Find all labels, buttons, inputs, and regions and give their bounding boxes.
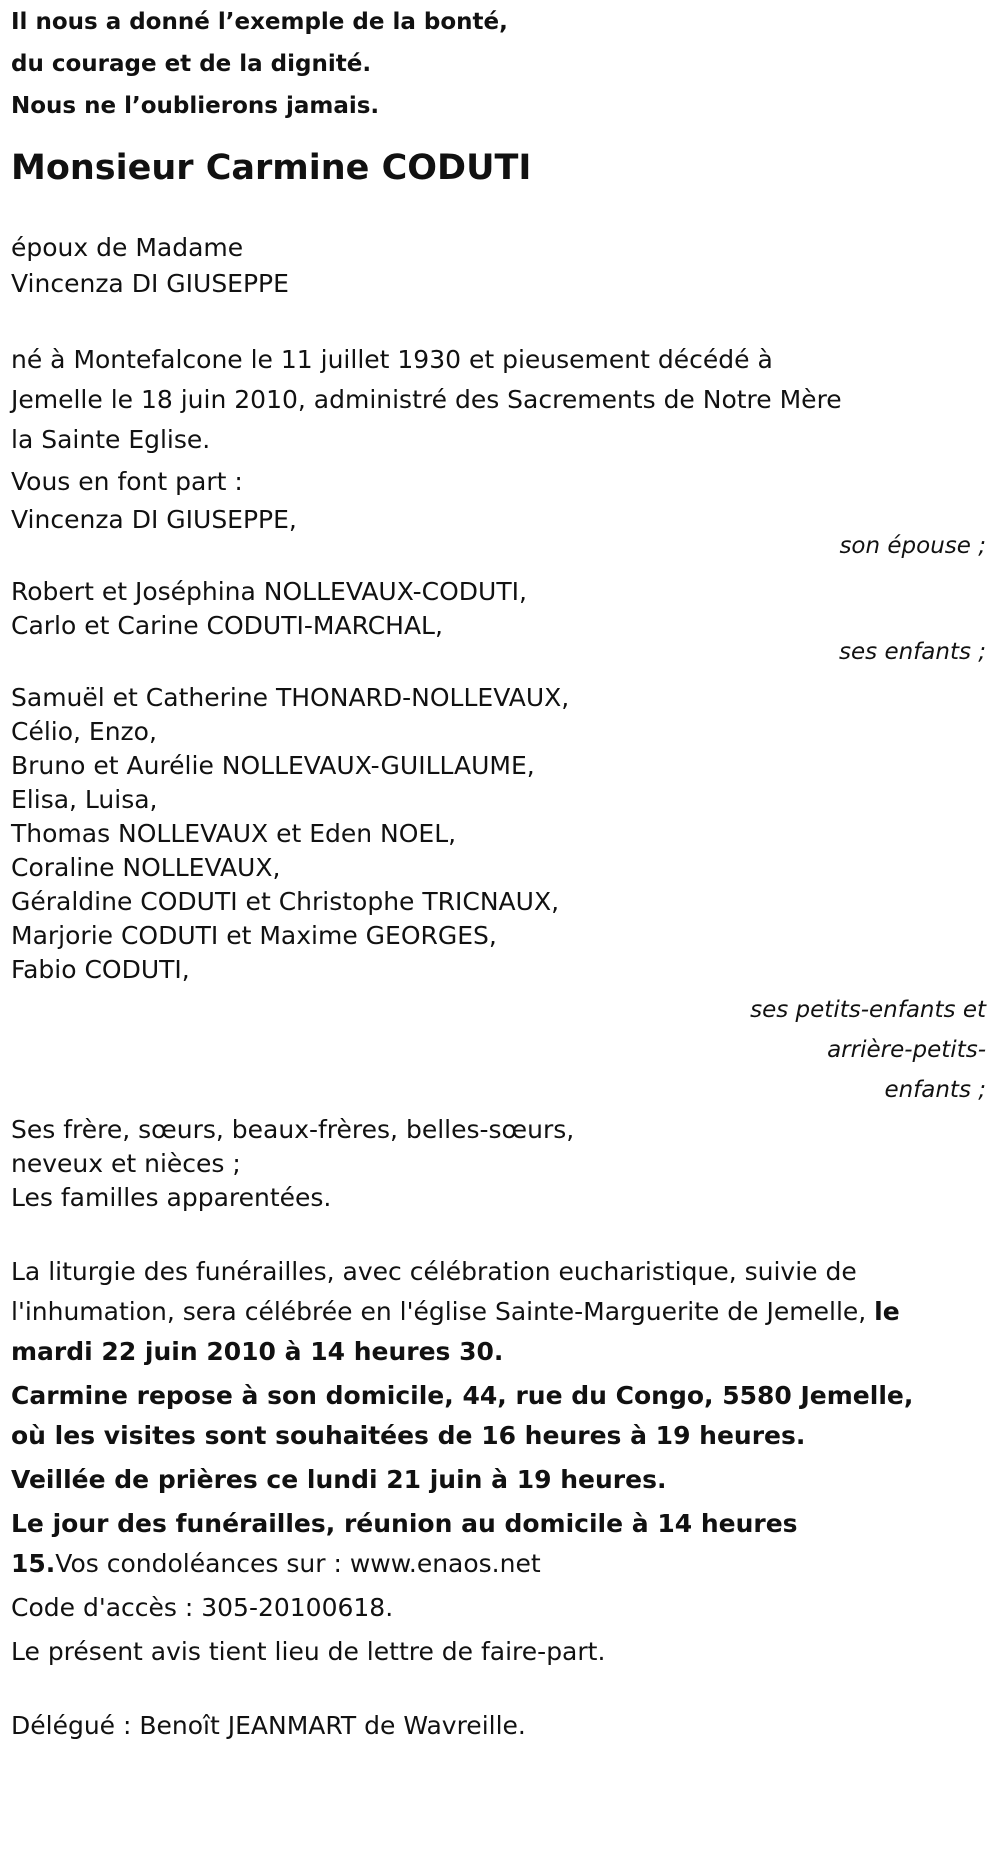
condolences-text: Vos condoléances sur : www.enaos.net: [55, 1549, 541, 1578]
family-role: ses petits-enfants et arrière-petits-enfants ;: [750, 997, 986, 1103]
family-name: neveux et nièces ;: [11, 1149, 241, 1178]
extended-family-group: [11, 1110, 1000, 1218]
family-name: Carlo et Carine CODUTI-MARCHAL,: [11, 611, 443, 640]
family-name: Vincenza DI GIUSEPPE,: [11, 505, 297, 534]
deceased-name: Monsieur Carmine CODUTI: [11, 148, 532, 188]
liturgy-date: le mardi 22 juin 2010 à 14 heures 30.: [11, 1297, 900, 1366]
family-name: Bruno et Aurélie NOLLEVAUX-GUILLAUME,: [11, 751, 535, 780]
announce-text: Vous en font part :: [11, 467, 243, 496]
rest-location: Carmine repose à son domicile, 44, rue du Congo, 5580 Jemelle, où les visites sont souhaitées de 16 heures à 19 heures.: [11, 1381, 914, 1450]
family-name: Thomas NOLLEVAUX et Eden NOEL,: [11, 819, 457, 848]
family-name: Célio, Enzo,: [11, 717, 157, 746]
family-name: Géraldine CODUTI et Christophe TRICNAUX,: [11, 887, 560, 916]
delegate-text: Délégué : Benoît JEANMART de Wavreille.: [11, 1711, 526, 1740]
quote-line: du courage et de la dignité.: [11, 51, 372, 77]
meeting-text: [11, 1504, 891, 1584]
family-name: Samuël et Catherine THONARD-NOLLEVAUX,: [11, 683, 570, 712]
spouse-intro: époux de Madame: [11, 233, 244, 262]
birth-death-text: né à Montefalcone le 11 juillet 1930 et pieusement décédé à Jemelle le 18 juin 2010, administré des Sacrements de Notre Mère la Sainte Eglise.: [11, 345, 842, 454]
grandchildren-group: [11, 678, 1000, 990]
family-name: Fabio CODUTI,: [11, 955, 190, 984]
notice-text: Le présent avis tient lieu de lettre de faire-part.: [11, 1637, 606, 1666]
family-name: Elisa, Luisa,: [11, 785, 158, 814]
family-name: Les familles apparentées.: [11, 1183, 332, 1212]
family-name: Marjorie CODUTI et Maxime GEORGES,: [11, 921, 497, 950]
access-code: Code d'accès : 305-20100618.: [11, 1593, 394, 1622]
liturgy-details: La liturgie des funérailles, avec célébration eucharistique, suivie de l'inhumation, sera célébrée en l'église Sainte-Marguerite de Jemelle,: [11, 1257, 875, 1326]
family-name: Ses frère, sœurs, beaux-frères, belles-sœurs,: [11, 1115, 575, 1144]
quote-line: Nous ne l’oublierons jamais.: [11, 93, 380, 119]
liturgy-text: [11, 1252, 941, 1372]
family-role: ses enfants ;: [839, 639, 986, 665]
spouse-name: Vincenza DI GIUSEPPE: [11, 269, 289, 298]
quote-line: Il nous a donné l’exemple de la bonté,: [11, 9, 508, 35]
vigil-text: Veillée de prières ce lundi 21 juin à 19 heures.: [11, 1465, 667, 1494]
family-name: Robert et Joséphina NOLLEVAUX-CODUTI,: [11, 577, 527, 606]
family-role: son épouse ;: [839, 533, 986, 559]
family-name: Coraline NOLLEVAUX,: [11, 853, 281, 882]
meeting-details: Le jour des funérailles, réunion au domicile à 14 heures 15.: [11, 1509, 798, 1578]
memorial-quote: [11, 0, 1000, 130]
